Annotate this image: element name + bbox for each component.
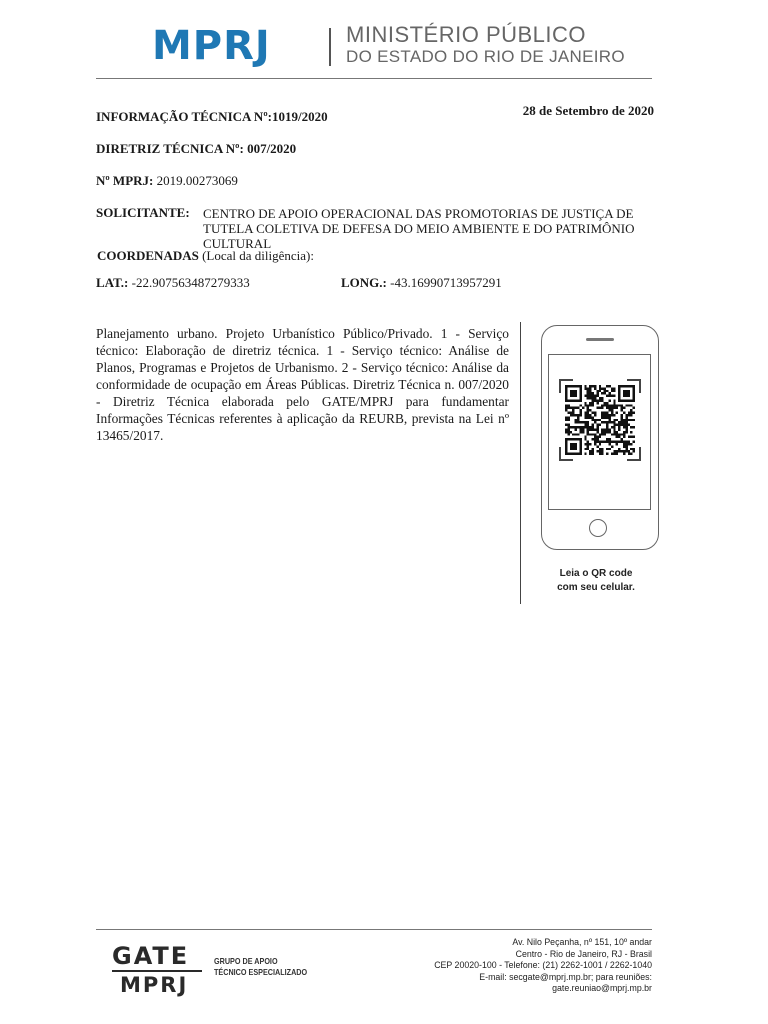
gate-logo bbox=[112, 944, 204, 996]
address-line: gate.reuniao@mprj.mp.br bbox=[552, 983, 652, 993]
diretriz-label: DIRETRIZ TÉCNICA Nº: bbox=[96, 141, 244, 156]
diretriz-value: 007/2020 bbox=[247, 141, 297, 156]
phone-speaker bbox=[586, 338, 614, 341]
document-body: Planejamento urbano. Projeto Urbanístico Público/Privado. 1 - Serviço técnico: Elaboração de diretriz técnica. 1 - Serviço técnico: Análise de Planos, Programas e Projetos de Urbanismo. 2 - Serviço técnico: Análise da conformidade de ocupação em Áreas Públicas. Diretriz Técnica n. 007/2020 - Diretriz Técnica elaborada pelo GATE/MPRJ para fundamentar Informações Técnicas referentes à aplicação da REURB, prevista na Lei nº 13465/2017. bbox=[96, 326, 509, 443]
address-line: CEP 20020-100 - Telefone: (21) 2262-1001 / 2262-1040 bbox=[434, 960, 652, 970]
solicitante-value: CENTRO DE APOIO OPERACIONAL DAS PROMOTORIAS DE JUSTIÇA DE TUTELA COLETIVA DE DEFESA DO MEIO AMBIENTE E DO PATRIMÔNIO CULTURAL bbox=[203, 206, 635, 251]
lat-label: LAT.: bbox=[96, 275, 129, 290]
gate-subtitle bbox=[214, 956, 307, 978]
gate-logo-mprj: MPRJ bbox=[120, 973, 189, 997]
document-date: 28 de Setembro de 2020 bbox=[522, 103, 654, 118]
header-rule bbox=[96, 78, 652, 79]
mprj-value: 2019.00273069 bbox=[156, 173, 238, 188]
mprj-label: Nº MPRJ: bbox=[96, 173, 154, 188]
gate-logo-bar bbox=[112, 970, 202, 972]
gate-logo-word: GATE bbox=[112, 942, 190, 970]
qr-frame bbox=[559, 379, 641, 461]
org-name bbox=[346, 24, 625, 68]
gate-subtitle-line2: TÉCNICO ESPECIALIZADO bbox=[214, 967, 308, 977]
info-tecnica-label: INFORMAÇÃO TÉCNICA Nº: bbox=[96, 109, 272, 124]
phone-illustration bbox=[541, 325, 659, 550]
longitude bbox=[341, 275, 502, 290]
solicitante-label: SOLICITANTE: bbox=[96, 205, 190, 220]
mprj-logo: MPRJ bbox=[152, 23, 271, 69]
footer-rule bbox=[96, 929, 652, 930]
address-line: Av. Nilo Peçanha, nº 151, 10º andar bbox=[512, 937, 652, 947]
diretriz-tecnica bbox=[96, 141, 296, 156]
coordenadas-label: COORDENADAS bbox=[97, 248, 199, 263]
qr-caption-line1: Leia o QR code bbox=[559, 568, 633, 579]
coordenadas bbox=[97, 248, 314, 263]
qr-code[interactable] bbox=[565, 385, 635, 455]
phone-screen bbox=[548, 354, 651, 510]
org-name-line2: DO ESTADO DO RIO DE JANEIRO bbox=[346, 47, 625, 66]
long-value: -43.16990713957291 bbox=[390, 275, 502, 290]
address-line: Centro - Rio de Janeiro, RJ - Brasil bbox=[515, 948, 652, 959]
gate-subtitle-line1: GRUPO DE APOIO bbox=[214, 956, 278, 966]
lat-value: -22.907563487279333 bbox=[131, 275, 250, 290]
phone-home-button bbox=[589, 519, 607, 537]
qr-caption-line2: com seu celular. bbox=[557, 582, 635, 593]
org-name-line1: MINISTÉRIO PÚBLICO bbox=[346, 22, 587, 47]
qr-caption bbox=[540, 567, 652, 595]
qr-divider bbox=[520, 322, 521, 604]
logo-divider bbox=[329, 28, 331, 66]
long-label: LONG.: bbox=[341, 275, 387, 290]
footer-address bbox=[434, 937, 652, 995]
address-line: E-mail: secgate@mprj.mp.br; para reuniões: bbox=[479, 971, 652, 982]
qr-modules bbox=[565, 385, 635, 455]
info-tecnica bbox=[96, 109, 328, 124]
info-tecnica-value: 1019/2020 bbox=[271, 109, 328, 124]
numero-mprj bbox=[96, 173, 238, 188]
latitude bbox=[96, 275, 250, 290]
coordenadas-note: (Local da diligência): bbox=[202, 248, 314, 263]
